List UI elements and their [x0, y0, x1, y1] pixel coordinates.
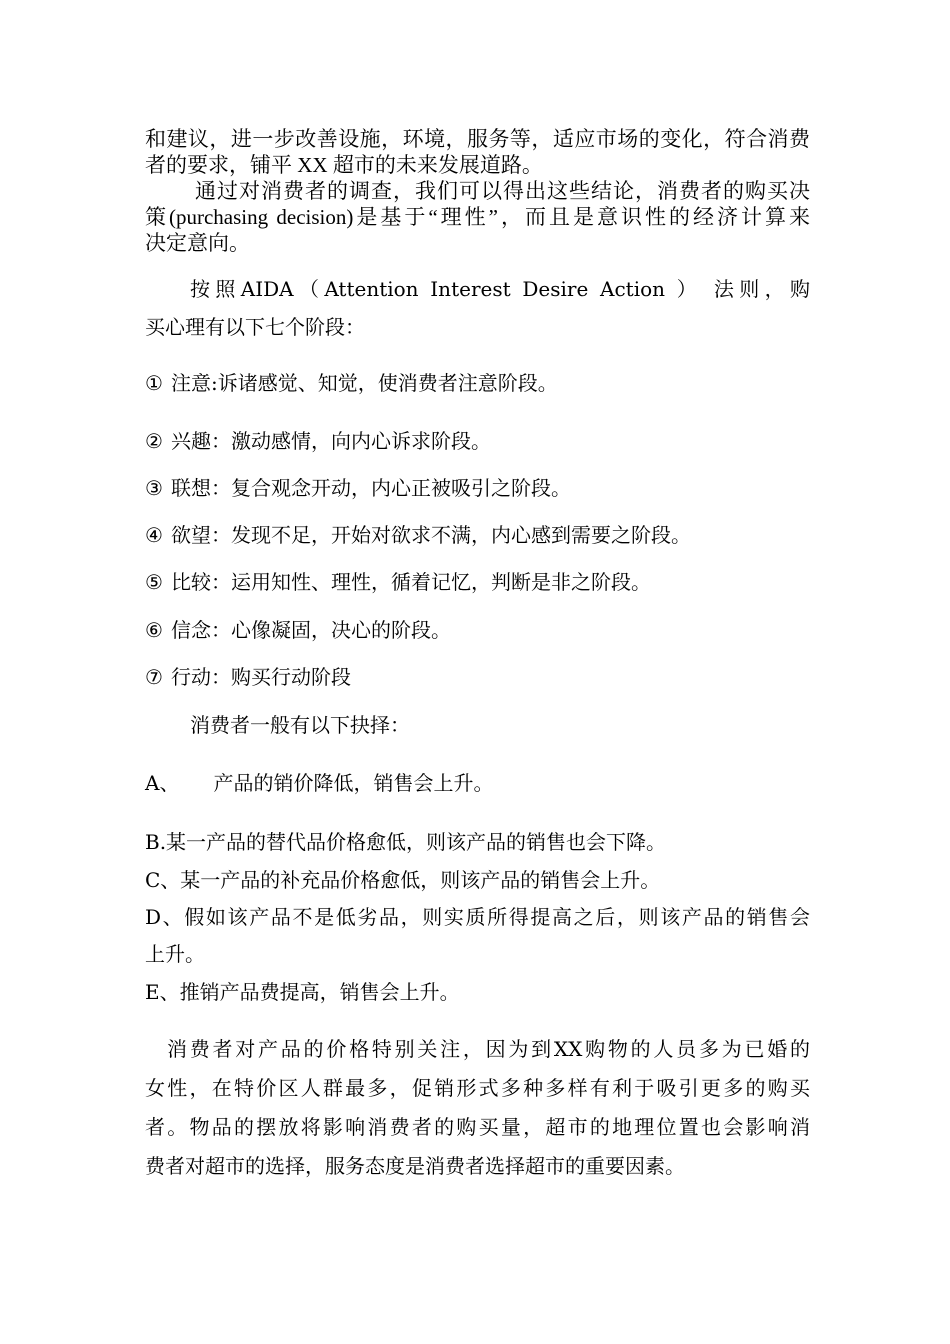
- text-line: 决定意向。: [145, 231, 250, 255]
- stage-number: ⑥: [145, 618, 163, 642]
- text-line: 按照AIDA（Attention Interest Desire Action ） 法则，购: [190, 277, 810, 301]
- stage-text: 欲望：发现不足，开始对欲求不满，内心感到需要之阶段。: [171, 523, 691, 547]
- stage-text: 联想：复合观念开动，内心正被吸引之阶段。: [171, 476, 571, 500]
- stage-item: [145, 472, 571, 501]
- text-line: 消费者对产品的价格特别关注，因为到XX购物的人员多为已婚的: [167, 1037, 810, 1061]
- text-line: 费者对超市的选择，服务态度是消费者选择超市的重要因素。: [145, 1154, 685, 1178]
- text-line: 上升。: [145, 942, 205, 966]
- text-line: 女性，在特价区人群最多，促销形式多种多样有利于吸引更多的购买: [145, 1076, 810, 1100]
- choice-label: A、: [145, 771, 180, 795]
- stage-item: [145, 614, 451, 643]
- stage-item: [145, 425, 491, 454]
- text-line: D、假如该产品不是低劣品，则实质所得提高之后，则该产品的销售会: [145, 905, 810, 929]
- text-line: 买心理有以下七个阶段：: [145, 315, 365, 339]
- choice-item-c: C、某一产品的补充品价格愈低，则该产品的销售会上升。: [145, 868, 661, 892]
- stage-number: ①: [145, 371, 163, 395]
- stage-item: [145, 519, 691, 548]
- text-line: 策(purchasing decision)是基于“理性”，而且是意识性的经济计算来: [145, 205, 810, 229]
- stage-text: 兴趣：激动感情，向内心诉求阶段。: [171, 429, 491, 453]
- choice-item-e: E、推销产品费提高，销售会上升。: [145, 980, 460, 1004]
- stage-number: ⑦: [145, 665, 163, 689]
- choice-item-a: [145, 767, 493, 796]
- text-line: 者的要求，铺平 XX 超市的未来发展道路。: [145, 153, 543, 177]
- paragraph-intro: [145, 126, 810, 178]
- text-line: 和建议，进一步改善设施，环境，服务等，适应市场的变化，符合消费: [145, 127, 810, 151]
- stage-number: ⑤: [145, 570, 163, 594]
- stage-text: 注意:诉诸感觉、知觉，使消费者注意阶段。: [171, 371, 558, 395]
- paragraph-conclusion: [145, 1030, 810, 1186]
- stage-number: ②: [145, 429, 163, 453]
- text-line: 通过对消费者的调查，我们可以得出这些结论，消费者的购买决: [195, 179, 810, 203]
- stage-item: [145, 367, 558, 396]
- paragraph-aida: [145, 270, 810, 346]
- stage-item: [145, 661, 351, 690]
- choice-item-d: [145, 899, 810, 973]
- stage-text: 行动：购买行动阶段: [171, 665, 351, 689]
- choice-text: 产品的销价降低，销售会上升。: [213, 771, 494, 795]
- paragraph-survey: [145, 178, 810, 256]
- stage-item: [145, 566, 651, 595]
- stage-number: ④: [145, 523, 163, 547]
- stage-number: ③: [145, 476, 163, 500]
- choice-item-b: B.某一产品的替代品价格愈低，则该产品的销售也会下降。: [145, 830, 667, 854]
- stage-text: 比较：运用知性、理性，循着记忆，判断是非之阶段。: [171, 570, 651, 594]
- stage-text: 信念：心像凝固，决心的阶段。: [171, 618, 451, 642]
- text-line: 者。物品的摆放将影响消费者的购买量，超市的地理位置也会影响消: [145, 1115, 810, 1139]
- choice-intro: 消费者一般有以下抉择：: [190, 713, 410, 737]
